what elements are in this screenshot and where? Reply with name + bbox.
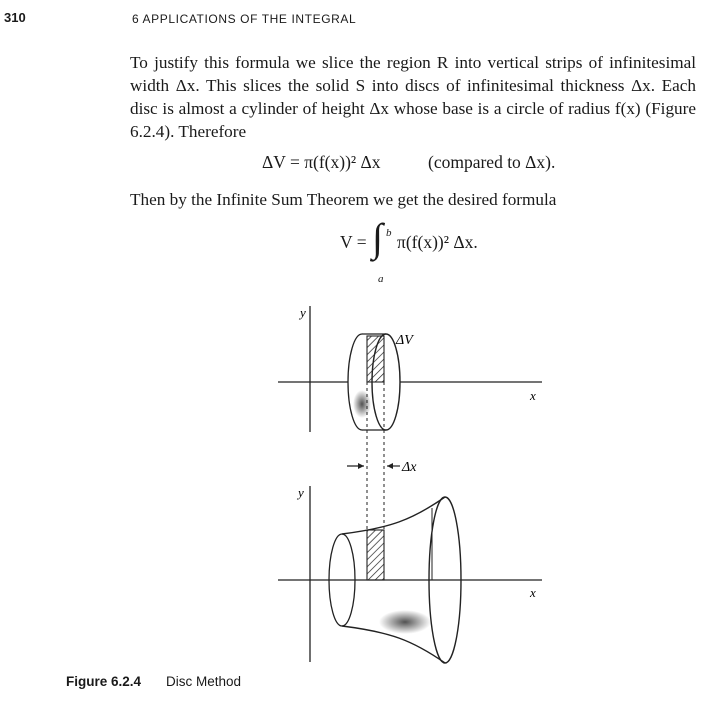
running-head: 6 APPLICATIONS OF THE INTEGRAL	[132, 12, 357, 26]
figure-caption-text: Disc Method	[166, 674, 242, 689]
integral-upper-limit: b	[386, 227, 392, 239]
equation-delta-v: ΔV = π(f(x))² Δx	[262, 152, 381, 172]
integral-sign: ∫	[372, 215, 383, 260]
equation-integral-rhs: π(f(x))² Δx.	[397, 232, 478, 252]
disc-shading	[353, 390, 371, 418]
solid-strip-hatch	[367, 530, 384, 580]
delta-v-label: ΔV	[396, 333, 413, 348]
equation-integral-lhs: V =	[340, 232, 367, 252]
bottom-diagram	[278, 485, 542, 663]
bottom-y-label: y	[298, 485, 304, 500]
paragraph-2: Then by the Infinite Sum Theorem we get the desired formula	[130, 190, 557, 209]
integral-lower-limit: a	[378, 273, 384, 285]
top-x-label: x	[530, 388, 536, 403]
paragraph-1: To justify this formula we slice the region R into vertical strips of infinitesimal width Δx. This slices the solid S into discs of infinitesimal thickness Δx. Each disc is almost a cylinder of height Δx whose base is a circle of radius f(x) (Figure 6.2.4). Therefore	[130, 53, 696, 141]
top-diagram	[278, 305, 542, 580]
disc-strip-hatch	[367, 336, 384, 382]
top-y-label: y	[300, 305, 306, 320]
figure-caption-label: Figure 6.2.4	[66, 674, 142, 689]
solid-shading	[379, 610, 431, 634]
delta-x-label: Δx	[402, 460, 417, 475]
equation-delta-v-note: (compared to Δx).	[428, 152, 556, 172]
page-number: 310	[4, 10, 26, 25]
solid-top-curve	[342, 497, 445, 534]
bottom-x-label: x	[530, 585, 536, 600]
